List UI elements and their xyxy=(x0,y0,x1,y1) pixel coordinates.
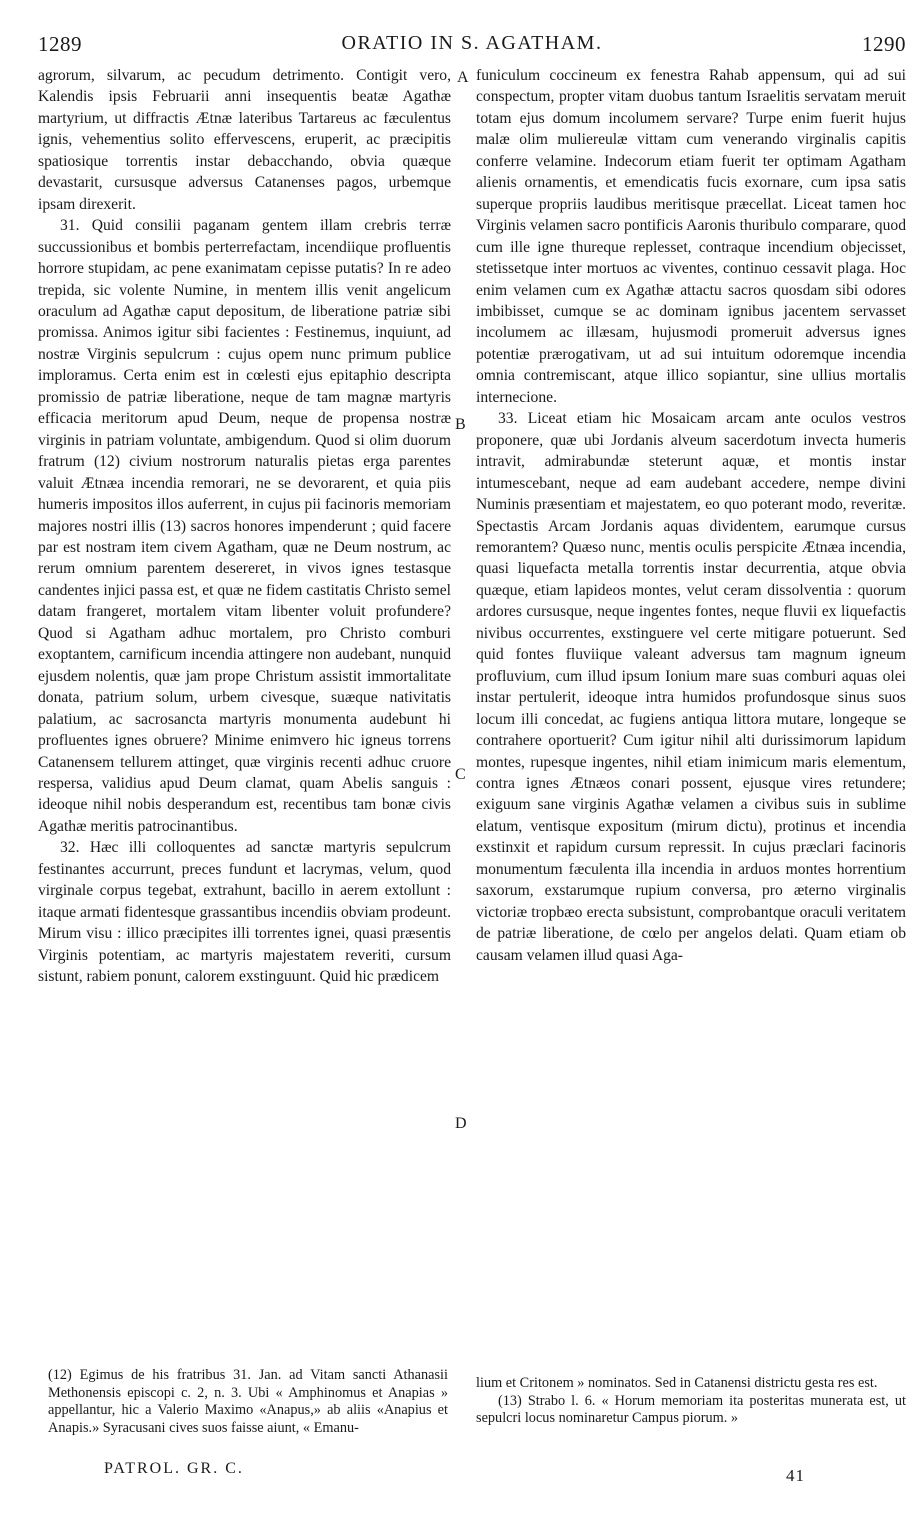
paragraph-continuation: funiculum coccineum ex fenestra Rahab appensum, qui ad sui conspectum, propter vitam duobus tantum Israelitis servatam meruit totam ejus domum incolumem servare? Turpe enim fuerit hujus malæ olim muliereulæ vittam cum venerando virginalis capitis conferre velamine. Indecorum etiam fuerit ter optimam Agatham alienis ornamentis, et emendicatis fucis exornare, cum ipsa satis superque propriis laudibus meritisque præcellat. Liceat tamen hoc Virginis velamen sacro pontificis Aaronis thuribulo comparare, quod cum ille igne thureque replesset, contraque incendium objecisset, stetissetque inter mortuos ac viventes, continuo cessavit plaga. Hoc enim velamen cum ex Agathæ attactu sacros quosdam sibi odores imbibisset, cumque se ac dominam ignibus jacentem servasset incolumem ac illæsam, hujusmodi promeruit adversus ignes potentiæ prærogativam, ut ad sui intuitum odoremque incendia omnia contremiscant, atque illico sopiantur, sine ullius mortalis internecione. xyxy=(476,67,906,406)
signature-mark: 41 xyxy=(786,1466,805,1485)
running-header xyxy=(38,32,906,60)
footnotes-left xyxy=(48,1367,448,1437)
series-imprint: PATROL. GR. C. xyxy=(104,1460,244,1477)
paragraph-32: 32. Hæc illi colloquentes ad sanctæ martyris sepulcrum festinantes accurrunt, preces fundunt et lacrymas, velum, quod virginale corpus tegebat, extrahunt, bacillo in aerem extollunt : itaque armati fidentesque grassantibus incendiis obviam prodeunt. Mirum visu : illico præcipites illi torrentes ignei, quasi præsentis Virginis potentiam, ac martyris majestatem reveriti, cursum sistunt, rabiem ponunt, calorem exstinguunt. Quid hic prædicem xyxy=(38,839,451,986)
left-column xyxy=(38,65,451,987)
right-column xyxy=(476,65,906,966)
margin-marker-d: D xyxy=(455,1115,467,1132)
paragraph-33: 33. Liceat etiam hic Mosaicam arcam ante oculos vestros proponere, quæ ubi Jordanis alveum sacerdotum invecta humeris intravit, admirabundæ steterunt aquæ, et montis instar intumescebant, neque ad eam audebant accedere, nempe divini Numinis præsentiam et majestatem, eo quo poterant modo, reveritæ. Spectastis Arcam Jordanis aquas dividentem, earumque cursus remorantem? Quæso nunc, mentis oculis perspicite Ætnæa incendia, quasi liquefacta metalla torrentis instar decurrentia, atque obvia quæque, etiam lapideos montes, velut ceram dissolventia : quorum ardores cursusque, neque ingentes fontes, neque fluvii ex liquefactis nivibus occurrentes, exstinguere vel certe mitigare potuerunt. Sed quid fontes fluviique valeant adversus tam magnum igneum profluvium, cum illud ipsum Ionium mare suas comburi aquas olei instar pertulerit, ideoque intra humidos profundosque sinus suos locum illi concedat, ac fugiens antiqua littora mutare, longeque se contrahere oportuerit? Cum igitur nihil alti durissimorum lapidum montes, rupesque ingentes, nihil etiam inimicum maris elementum, contra ignes Ætnæos conari possent, ejusque vires retundere; exiguum sane virginis Agathæ velamen a civibus suis in sublime elatum, ventisque expositum (mirum dictu), protinus et incendia exstinxit et rapidum cursum repressit. In cujus præclari facinoris monumentum fæculenta illa incendia in arduos montes horrentium saxorum, exstarumque rupium conversa, pro æterno virginalis victoriæ tropbæo erecta subsistunt, comprobantque oraculi veritatem de patriæ liberatione, de cœlo per angelos delati. Quam etiam ob causam velamen illud quasi Aga- xyxy=(476,410,906,964)
paragraph-intro: agrorum, silvarum, ac pecudum detrimento. Contigit vero, Kalendis ipsis Februarii anni insequentis beatæ Agathæ martyrium, ut diffractis Ætnæ lateribus Tartareus ac fæculentus ignis, vehementius solito effervescens, eruperit, ac præcipitis spatiosique torrentis instar debacchando, obvia quæque devastarit, cursusque adversus Catanenses pagos, urbemque ipsam direxerit. xyxy=(38,67,451,213)
footnote-13: (13) Strabo l. 6. « Horum memoriam ita posteritas munerata est, ut sepulcri locus nominaretur Campus piorum. » xyxy=(476,1392,906,1427)
page-number-left: 1289 xyxy=(38,32,82,56)
paragraph-31: 31. Quid consilii paganam gentem illam crebris terræ succussionibus et bombis perterrefactam, incendiique profluentis horrore stupidam, ac pene exanimatam cepisse putatis? In re adeo trepida, sic volente Numine, in mentem illis venit angelicum oraculum ad Agathæ caput depositum, de liberatione patriæ sibi promissa. Animos igitur sibi facientes : Festinemus, inquiunt, ad nostræ Virginis sepulcrum : cujus opem nunc primum publice imploramus. Certa enim est in cœlesti ejus epitaphio descripta promissio de patriæ liberatione, neque de tam magnæ martyris efficacia meritorum apud Deum, neque de propensa nostræ virginis in patriam voluntate, ambigendum. Quod si olim duorum fratrum (12) civium nostrorum naturalis pietas erga parentes valuit Ætnæa incendia remorari, ne se devorarent, et quia piis humeris impositos illos auferrent, in cujus pii facinoris memoriam majores nostri illis (13) sacros honores impenderunt ; quid facere par est nostram item civem Agatham, quæ ne Deum nostrum, ac rerum omnium parentem desereret, in vivos ignes testasque candentes injici passa est, et quæ ne fidem castitatis Christo semel datam frangeret, mortalem vitam libenter voluit profundere? Quod si Agatham adhuc mortalem, pro Christo comburi exoptantem, carnificum incendia attingere non audebant, nunquid ejusdem nolentis, quæ jam prope Christum assistit immortalitate donata, patrium solum, urbem civesque, suæque nativitatis palatium, ac sacrosancta martyris monumenta audebunt hi profluentes ignes obruere? Minime enimvero hic igneus torrens Catanensem tellurem attinget, quæ virginis recenti adhuc cruore respersa, validius apud Deum clamat, quam Abelis sanguis : ideoque nihil nobis desperandum est, recentibus tam bonæ civis Agathæ meritis patrocinantibus. xyxy=(38,217,451,835)
running-title: ORATIO IN S. AGATHAM. xyxy=(341,32,603,54)
footnotes-right xyxy=(476,1375,906,1428)
margin-marker-b: B xyxy=(455,416,466,433)
footnote-12: (12) Egimus de his fratribus 31. Jan. ad Vitam sancti Athanasii Methonensis episcopi c. 2, n. 3. Ubi « Amphinomus et Anapias » appellantur, hic a Valerio Maximo «Anapus,» ab aliis «Anapius et Anapis.» Syracusani cives suos faisse aiunt, « Emanu- xyxy=(48,1367,448,1436)
page-number-right: 1290 xyxy=(862,32,906,56)
margin-marker-c: C xyxy=(455,766,466,783)
footnote-12-continued: lium et Critonem » nominatos. Sed in Catanensi districtu gesta res est. xyxy=(476,1375,878,1391)
margin-marker-a: A xyxy=(457,69,469,86)
